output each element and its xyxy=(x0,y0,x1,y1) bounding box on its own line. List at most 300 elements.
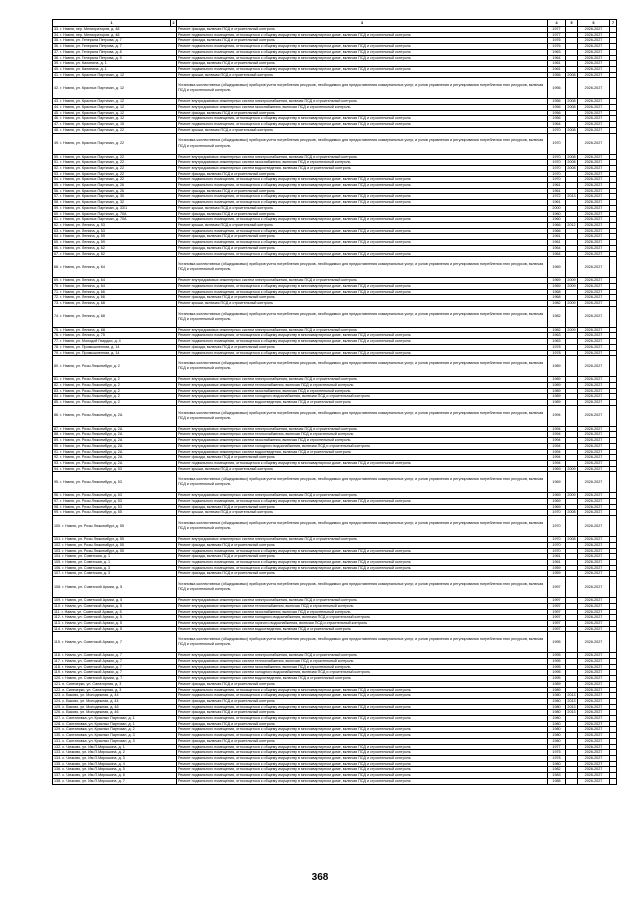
row-number: 121. xyxy=(54,681,62,686)
address-cell xyxy=(53,577,177,598)
planned-period-cell: 2026-2027 xyxy=(578,344,610,350)
year-built-cell: 1980 xyxy=(548,738,566,744)
planned-period-cell: 2026-2027 xyxy=(578,217,610,223)
address-text: п. Синезерки, ул. Санаторная, д. 3 xyxy=(62,687,122,692)
header-cell-4: 4 xyxy=(548,20,566,27)
address-text: г. Навля, ул. Советской Армии, д. 7 xyxy=(61,664,122,669)
year-built-cell: 1961 xyxy=(548,560,566,566)
planned-period-cell: 2026-2027 xyxy=(578,133,610,154)
planned-period-cell: 2026-2027 xyxy=(578,716,610,722)
row-number: 105. xyxy=(54,560,62,564)
work-cell: Ремонт крыши, включая ПСД и строительный контроль xyxy=(177,510,548,516)
address-text: г. Навля, ул. Красных Партизан, д. 32 xyxy=(60,200,125,205)
planned-period-cell: 2026-2027 xyxy=(578,27,610,33)
planned-period-cell: 2026-2027 xyxy=(578,72,610,78)
planned-period-cell: 2026-2027 xyxy=(578,251,610,257)
last-repair-year-cell: 2008 xyxy=(567,537,576,542)
work-cell: Установка коллективных (общедомовых) приборов учета потребления ресурсов, необходимых для предоставления коммунальных услуг, и узлов управления и регулирования потребления этих ресурсов, включая ПСД и строительный контроль xyxy=(177,356,548,377)
row-number: 72. xyxy=(54,295,60,300)
row-number: 112. xyxy=(54,615,61,620)
year-built-cell: 1969 xyxy=(548,493,566,499)
year-built-cell: 1997 xyxy=(548,598,566,604)
work-cell: Ремонт внутридомовых инженерных систем водоотведения, включая ПСД и строительный контроль xyxy=(177,626,548,632)
row-number: 96. xyxy=(54,493,60,498)
row-number: 84. xyxy=(54,394,60,399)
row-number: 34. xyxy=(54,32,60,37)
address-text: с. Салтановка, ул. Красных Партизан, д. 1 xyxy=(62,721,135,726)
work-cell: Ремонт внутридомовых инженерных систем холодного водоснабжения, включая ПСД и строительный контроль xyxy=(177,394,548,400)
row-number: 66. xyxy=(54,245,60,250)
year-built-cell: 1966 xyxy=(548,228,566,234)
empty-cell xyxy=(610,78,617,99)
address-text: г. Навля, ул. Советской Армии, д. 7 xyxy=(61,659,122,664)
work-cell: Ремонт подвального помещения, относящегося к общему имуществу в многоквартирном доме, включая ПСД и строительный контроль xyxy=(177,116,548,122)
address-text: г. Навля, ул. Ленина, д. 66 xyxy=(60,295,105,300)
row-number: 83. xyxy=(54,388,60,393)
work-cell: Ремонт внутридомовых инженерных систем электроснабжения, включая ПСД и строительный контроль xyxy=(177,493,548,499)
year-built-cell: 1997 xyxy=(548,615,566,621)
table-row xyxy=(53,356,617,377)
year-built-cell: 1970 xyxy=(548,154,566,160)
work-cell: Ремонт подвального помещения, относящегося к общему имуществу в многоквартирном доме, включая ПСД и строительный контроль xyxy=(177,339,548,345)
address-text: с. Чичково, ул. Им.П.Мирошина, д. 5 xyxy=(62,767,125,772)
row-number: 122. xyxy=(54,687,62,692)
last-repair-year-cell: 2009 xyxy=(567,466,576,471)
year-built-cell: 1964 xyxy=(548,251,566,257)
planned-period-cell: 2026-2027 xyxy=(578,733,610,739)
year-built-cell: 1989 xyxy=(548,388,566,394)
last-repair-year-cell xyxy=(566,78,578,99)
planned-period-cell: 2026-2027 xyxy=(578,350,610,356)
planned-period-cell: 2026-2027 xyxy=(578,721,610,727)
address-text: с. Бяково, ул. Молодежная, д. 44 xyxy=(62,693,119,698)
empty-cell xyxy=(610,257,617,278)
year-built-cell: 1969 xyxy=(548,257,566,278)
row-number: 49. xyxy=(54,141,60,146)
work-cell: Ремонт подвального помещения, относящегося к общему имуществу в многоквартирном доме, включая ПСД и строительный контроль xyxy=(177,773,548,779)
last-repair-year-cell xyxy=(566,257,578,278)
address-text: г. Навля, ул. Ленина, д. 53 xyxy=(60,222,105,227)
work-cell: Ремонт подвального помещения, относящегося к общему имуществу в многоквартирном доме, включая ПСД и строительный контроль xyxy=(177,283,548,289)
work-cell: Ремонт внутридомовых инженерных систем водоотведения, включая ПСД и строительный контроль xyxy=(177,676,548,682)
year-built-cell: 1970 xyxy=(548,171,566,177)
address-text: с. Салтановка, ул. Красных Партизан, д. 1 xyxy=(62,716,135,721)
planned-period-cell: 2026-2027 xyxy=(578,382,610,388)
work-cell: Ремонт фасада, включая ПСД и строительный контроль xyxy=(177,738,548,744)
row-number: 120. xyxy=(54,676,62,681)
year-built-cell: 1963 xyxy=(548,49,566,55)
planned-period-cell: 2026-2027 xyxy=(578,504,610,510)
table-row xyxy=(53,133,617,154)
year-built-cell: 1982 xyxy=(548,767,566,773)
address-text: с. Чичково, ул. Им.П.Мирошина, д. 1 xyxy=(62,744,125,749)
year-built-cell: 1959 xyxy=(548,565,566,571)
last-repair-year-cell: 2013 xyxy=(567,194,576,199)
planned-period-cell: 2026-2027 xyxy=(578,460,610,466)
work-cell: Ремонт подвального помещения, относящегося к общему имуществу в многоквартирном доме, включая ПСД и строительный контроль xyxy=(177,560,548,566)
address-text: г. Навля, ул. Красных Партизан, д. 22 xyxy=(60,171,125,176)
work-cell: Ремонт внутридомовых инженерных систем электроснабжения, включая ПСД и строительный контроль xyxy=(177,99,548,105)
address-text: г. Навля, пер. Мелиораторов, д. 48 xyxy=(60,32,120,37)
work-cell: Ремонт фасада, включая ПСД и строительный контроль xyxy=(177,721,548,727)
work-cell: Ремонт внутридомовых инженерных систем газоснабжения, включая ПСД и строительный контроль xyxy=(177,388,548,394)
row-number: 128. xyxy=(54,721,62,726)
address-text: г. Навля, ул. Розы Люксембург, д. 2 xyxy=(60,377,120,382)
planned-period-cell: 2026-2027 xyxy=(578,438,610,444)
year-built-cell: 1970 xyxy=(548,542,566,548)
row-number: 125. xyxy=(54,704,62,709)
year-built-cell: 1966 xyxy=(548,222,566,228)
row-number: 65. xyxy=(54,240,60,245)
row-number: 54. xyxy=(54,177,60,182)
row-number: 56. xyxy=(54,188,60,193)
planned-period-cell: 2026-2027 xyxy=(578,443,610,449)
address-text: с. Бяково, ул. Молодежная, д. 46 xyxy=(62,704,119,709)
row-number: 97. xyxy=(54,499,60,504)
planned-period-cell: 2026-2027 xyxy=(578,693,610,699)
row-number: 43. xyxy=(54,99,60,104)
work-cell: Ремонт подвального помещения, относящегося к общему имуществу в многоквартирном доме, включая ПСД и строительный контроль xyxy=(177,565,548,571)
planned-period-cell: 2026-2027 xyxy=(578,767,610,773)
year-built-cell: 1975 xyxy=(548,750,566,756)
row-number: 93. xyxy=(54,460,60,465)
year-built-cell: 1978 xyxy=(548,344,566,350)
address-text: с. Салтановка, ул. Красных Партизан, д. 3 xyxy=(62,738,135,743)
year-built-cell: 1980 xyxy=(548,698,566,704)
last-repair-year-cell: 2009 xyxy=(567,493,576,498)
planned-period-cell: 2026-2027 xyxy=(578,598,610,604)
year-built-cell: 1963 xyxy=(548,333,566,339)
work-cell: Ремонт подвального помещения, относящегося к общему имуществу в многоквартирном доме, включая ПСД и строительный контроль xyxy=(177,755,548,761)
year-built-cell: 1995 xyxy=(548,676,566,682)
row-number: 101. xyxy=(54,537,62,542)
year-built-cell: 1997 xyxy=(548,626,566,632)
address-text: г. Навля, ул. Красных Партизан, д. 12 xyxy=(60,99,125,104)
address-text: г. Навля, ул. Ленина, д. 68 xyxy=(60,314,105,319)
planned-period-cell: 2026-2027 xyxy=(578,377,610,383)
row-number: 70. xyxy=(54,283,60,288)
year-built-cell: 1980 xyxy=(548,761,566,767)
planned-period-cell: 2026-2027 xyxy=(578,577,610,598)
work-cell: Ремонт подвального помещения, относящегося к общему имуществу в многоквартирном доме, включая ПСД и строительный контроль xyxy=(177,251,548,257)
work-cell: Ремонт фасада, включая ПСД и строительный контроль xyxy=(177,681,548,687)
planned-period-cell: 2026-2027 xyxy=(578,66,610,72)
year-built-cell: 1980 xyxy=(548,704,566,710)
row-number: 68. xyxy=(54,264,60,269)
work-cell: Ремонт внутридомовых инженерных систем теплоснабжения, включая ПСД и строительный контроль xyxy=(177,603,548,609)
row-number: 81. xyxy=(54,377,60,382)
row-number: 131. xyxy=(54,738,62,743)
year-built-cell: 1969 xyxy=(548,283,566,289)
header-cell-5: 5 xyxy=(566,20,578,27)
planned-period-cell: 2026-2027 xyxy=(578,603,610,609)
work-cell: Ремонт внутридомовых инженерных систем электроснабжения, включая ПСД и строительный контроль xyxy=(177,426,548,432)
year-built-cell: 1995 xyxy=(548,664,566,670)
year-built-cell: 1983 xyxy=(548,773,566,779)
planned-period-cell: 2026-2027 xyxy=(578,778,610,784)
work-cell: Ремонт фасада, включая ПСД и строительный контроль xyxy=(177,110,548,116)
planned-period-cell: 2026-2027 xyxy=(578,449,610,455)
address-text: с. Чичково, ул. Им.П.Мирошина, д. 7 xyxy=(62,778,125,783)
last-repair-year-cell xyxy=(566,306,578,327)
address-text: г. Навля, ул. Красных Партизан, д. 22 xyxy=(60,177,125,182)
work-cell: Ремонт подвального помещения, относящегося к общему имуществу в многоквартирном доме, включая ПСД и строительный контроль xyxy=(177,200,548,206)
address-text: г. Навля, ул. Советской Армии, д. 5 xyxy=(61,615,122,620)
year-built-cell: 2000 xyxy=(548,205,566,211)
row-number: 44. xyxy=(54,105,60,110)
address-text: г. Навля, ул. Розы Люксембург, д. 2А xyxy=(60,413,123,418)
work-cell: Ремонт внутридомовых инженерных систем газоснабжения, включая ПСД и строительный контроль xyxy=(177,105,548,111)
address-text: г. Навля, ул. Калинина, д. 1 xyxy=(60,61,107,66)
work-cell: Ремонт фасада, включая ПСД и строительный контроль xyxy=(177,234,548,240)
planned-period-cell: 2026-2027 xyxy=(578,609,610,615)
address-text: г. Навля, ул. Красных Партизан, д. 22 xyxy=(60,154,125,159)
empty-cell xyxy=(610,577,617,598)
work-cell: Установка коллективных (общедомовых) приборов учета потребления ресурсов, необходимых для предоставления коммунальных услуг, и узлов управления и регулирования потребления этих ресурсов, включая ПСД и строительный контроль xyxy=(177,516,548,537)
last-repair-year-cell: 2008 xyxy=(567,99,576,104)
year-built-cell: 1961 xyxy=(548,234,566,240)
work-cell: Ремонт внутридомовых инженерных систем теплоснабжения, включая ПСД и строительный контроль xyxy=(177,659,548,665)
work-cell: Ремонт подвального помещения, относящегося к общему имуществу в многоквартирном доме, включая ПСД и строительный контроль xyxy=(177,733,548,739)
work-cell: Установка коллективных (общедомовых) приборов учета потребления ресурсов, необходимых для предоставления коммунальных услуг, и узлов управления и регулирования потребления этих ресурсов, включая ПСД и строительный контроль xyxy=(177,78,548,99)
row-number: 118. xyxy=(54,664,61,669)
planned-period-cell: 2026-2027 xyxy=(578,472,610,493)
row-number: 98. xyxy=(54,504,60,509)
work-cell: Ремонт внутридомовых инженерных систем электроснабжения, включая ПСД и строительный контроль xyxy=(177,377,548,383)
work-cell: Ремонт внутридомовых инженерных систем электроснабжения, включая ПСД и строительный контроль xyxy=(177,598,548,604)
work-cell: Ремонт внутридомовых инженерных систем электроснабжения, включая ПСД и строительный контроль xyxy=(177,154,548,160)
last-repair-year-cell: 2008 xyxy=(567,160,576,165)
row-number: 67. xyxy=(54,251,60,256)
row-number: 47. xyxy=(54,122,60,127)
year-built-cell: 1982 xyxy=(548,306,566,327)
planned-period-cell: 2026-2027 xyxy=(578,710,610,716)
address-text: г. Навля, ул. Красных Партизан, д. 26 xyxy=(60,183,125,188)
planned-period-cell: 2026-2027 xyxy=(578,405,610,426)
table-header-row xyxy=(53,20,617,27)
work-cell: Ремонт подвального помещения, относящегося к общему имуществу в многоквартирном доме, включая ПСД и строительный контроль xyxy=(177,32,548,38)
year-built-cell: 1997 xyxy=(548,603,566,609)
last-repair-year-cell: 2009 xyxy=(567,327,576,332)
address-text: г. Навля, ул. Советская, д. 3 xyxy=(62,565,111,570)
work-cell: Ремонт фасада, включая ПСД и строительный контроль xyxy=(177,171,548,177)
address-text: г. Навля, ул. Промышленная, д. 14 xyxy=(60,344,120,349)
year-built-cell: 1980 xyxy=(548,733,566,739)
row-number: 80. xyxy=(54,363,60,368)
planned-period-cell: 2026-2027 xyxy=(578,240,610,246)
year-built-cell: 1961 xyxy=(548,188,566,194)
address-text: г. Навля, ул. Советской Армии, д. 5 xyxy=(61,626,122,631)
last-repair-year-cell: 2009 xyxy=(567,301,576,306)
planned-period-cell: 2026-2027 xyxy=(578,228,610,234)
address-text: г. Навля, ул. Ленина, д. 64 xyxy=(60,283,105,288)
planned-period-cell: 2026-2027 xyxy=(578,339,610,345)
row-number: 124. xyxy=(54,698,62,703)
work-cell: Ремонт подвального помещения, относящегося к общему имуществу в многоквартирном доме, включая ПСД и строительный контроль xyxy=(177,333,548,339)
row-number: 134. xyxy=(54,755,62,760)
work-cell: Ремонт внутридомовых инженерных систем газоснабжения, включая ПСД и строительный контроль xyxy=(177,438,548,444)
header-cell-2: 2 xyxy=(172,20,175,25)
year-built-cell: 1994 xyxy=(548,432,566,438)
address-text: г. Навля, ул. Розы Люксембург, д. 2А xyxy=(60,432,123,437)
year-built-cell: 1960 xyxy=(548,217,566,223)
year-built-cell: 1995 xyxy=(548,653,566,659)
work-cell: Ремонт подвального помещения, относящегося к общему имуществу в многоквартирном доме, включая ПСД и строительный контроль xyxy=(177,240,548,246)
planned-period-cell: 2026-2027 xyxy=(578,727,610,733)
address-text: г. Навля, ул. Розы Люксембург, д. 53 xyxy=(60,480,122,485)
work-cell: Ремонт фасада, включая ПСД и строительный контроль xyxy=(177,554,548,560)
planned-period-cell: 2026-2027 xyxy=(578,620,610,626)
address-text: г. Навля, ул. Советской Армии, д. 5 xyxy=(62,584,123,589)
row-number: 62. xyxy=(54,222,60,227)
address-text: г. Навля, ул. Розы Люксембург, д. 55 xyxy=(62,548,124,553)
work-cell: Установка коллективных (общедомовых) приборов учета потребления ресурсов, необходимых для предоставления коммунальных услуг, и узлов управления и регулирования потребления этих ресурсов, включая ПСД и строительный контроль xyxy=(177,405,548,426)
row-number: 104. xyxy=(54,554,62,559)
planned-period-cell: 2026-2027 xyxy=(578,653,610,659)
planned-period-cell: 2026-2027 xyxy=(578,681,610,687)
work-cell: Ремонт фасада, включая ПСД и строительный контроль xyxy=(177,504,548,510)
year-built-cell: 1980 xyxy=(548,716,566,722)
year-built-cell: 1997 xyxy=(548,609,566,615)
address-cell xyxy=(53,516,177,537)
work-cell: Ремонт подвального помещения, относящегося к общему имуществу в многоквартирном доме, включая ПСД и строительный контроль xyxy=(177,177,548,183)
work-cell: Ремонт внутридомовых инженерных систем электроснабжения, включая ПСД и строительный контроль xyxy=(177,653,548,659)
last-repair-year-cell: 2013 xyxy=(567,704,576,709)
address-cell xyxy=(53,257,177,278)
year-built-cell: 1964 xyxy=(548,55,566,61)
address-text: г. Навля, ул. Розы Люксембург, д. 2 xyxy=(60,394,120,399)
year-built-cell: 1988 xyxy=(548,778,566,784)
row-number: 85. xyxy=(54,400,60,405)
header-cell-1: 1 xyxy=(53,20,171,27)
work-cell: Ремонт подвального помещения, относящегося к общему имуществу в многоквартирном доме, включая ПСД и строительный контроль xyxy=(177,350,548,356)
planned-period-cell: 2026-2027 xyxy=(578,773,610,779)
last-repair-year-cell: 2009 xyxy=(567,283,576,288)
last-repair-year-cell: 2008 xyxy=(567,127,576,132)
year-built-cell: 1977 xyxy=(548,32,566,38)
address-cell xyxy=(53,356,177,377)
year-built-cell: 1970 xyxy=(548,127,566,133)
work-cell: Ремонт внутридомовых инженерных систем горячего водоснабжения, включая ПСД и строительный контроль xyxy=(177,620,548,626)
planned-period-cell: 2026-2027 xyxy=(578,333,610,339)
work-cell: Ремонт внутридомовых инженерных систем электроснабжения, включая ПСД и строительный контроль xyxy=(177,537,548,543)
address-text: г. Навля, ул. Ленина, д. 53 xyxy=(60,228,105,233)
address-text: г. Навля, ул. Промышленная, д. 14 xyxy=(60,350,120,355)
year-built-cell: 1961 xyxy=(548,183,566,189)
empty-cell xyxy=(610,356,617,377)
last-repair-year-cell: 2009 xyxy=(567,278,576,283)
row-number: 129. xyxy=(54,727,62,732)
row-number: 40. xyxy=(54,66,60,71)
work-cell: Ремонт внутридомовых инженерных систем водоотведения, включая ПСД и строительный контроль xyxy=(177,165,548,171)
last-repair-year-cell xyxy=(566,356,578,377)
address-text: с. Бяково, ул. Молодежная, д. 44 xyxy=(62,698,119,703)
address-cell xyxy=(53,472,177,493)
year-built-cell: 1970 xyxy=(548,133,566,154)
last-repair-year-cell: 2008 xyxy=(567,72,576,77)
work-cell: Ремонт подвального помещения, относящегося к общему имуществу в многоквартирном доме, включая ПСД и строительный контроль xyxy=(177,727,548,733)
row-number: 130. xyxy=(54,733,62,738)
year-built-cell: 1968 xyxy=(548,289,566,295)
year-built-cell: 1994 xyxy=(548,443,566,449)
work-cell: Установка коллективных (общедомовых) приборов учета потребления ресурсов, необходимых для предоставления коммунальных услуг, и узлов управления и регулирования потребления этих ресурсов, включая ПСД и строительный контроль xyxy=(177,306,548,327)
row-number: 58. xyxy=(54,200,60,205)
work-cell: Ремонт фасада, включая ПСД и строительный контроль xyxy=(177,571,548,577)
row-number: 38. xyxy=(54,55,60,60)
address-text: г. Навля, ул. Красных Партизан, д. 12 xyxy=(60,116,125,121)
work-cell: Ремонт фасада, включая ПСД и строительный контроль xyxy=(177,211,548,217)
last-repair-year-cell: 2013 xyxy=(567,693,576,698)
work-cell: Ремонт подвального помещения, относящегося к общему имуществу в многоквартирном доме, включая ПСД и строительный контроль xyxy=(177,499,548,505)
planned-period-cell: 2026-2027 xyxy=(578,750,610,756)
planned-period-cell: 2026-2027 xyxy=(578,116,610,122)
year-built-cell: 1970 xyxy=(548,160,566,166)
year-built-cell: 1994 xyxy=(548,405,566,426)
row-number: 50. xyxy=(54,154,60,159)
planned-period-cell: 2026-2027 xyxy=(578,283,610,289)
year-built-cell: 1989 xyxy=(548,382,566,388)
row-number: 94. xyxy=(54,466,60,471)
row-number: 107. xyxy=(54,571,62,576)
year-built-cell: 1961 xyxy=(548,61,566,67)
planned-period-cell: 2026-2027 xyxy=(578,537,610,543)
year-built-cell: 1964 xyxy=(548,122,566,128)
row-number: 39. xyxy=(54,61,60,66)
year-built-cell: 1989 xyxy=(548,377,566,383)
planned-period-cell: 2026-2027 xyxy=(578,49,610,55)
planned-period-cell: 2026-2027 xyxy=(578,154,610,160)
work-cell: Ремонт фасада, включая ПСД и строительный контроль xyxy=(177,245,548,251)
last-repair-year-cell xyxy=(566,405,578,426)
row-number: 48. xyxy=(54,127,60,132)
last-repair-year-cell: 2008 xyxy=(567,105,576,110)
work-cell: Ремонт подвального помещения, относящегося к общему имуществу в многоквартирном доме, включая ПСД и строительный контроль xyxy=(177,44,548,50)
year-built-cell: 1970 xyxy=(548,165,566,171)
row-number: 116. xyxy=(54,653,61,658)
work-cell: Ремонт внутридомовых инженерных систем холодного водоснабжения, включая ПСД и строительный контроль xyxy=(177,670,548,676)
table-row xyxy=(53,778,617,784)
row-number: 90. xyxy=(54,443,60,448)
address-text: г. Навля, ул. Красных Партизан, д. 22 xyxy=(60,141,125,146)
address-text: г. Навля, ул. Советской Армии, д. 7 xyxy=(61,653,122,658)
year-built-cell: 1970 xyxy=(548,177,566,183)
work-cell: Ремонт крыши, включая ПСД и строительный контроль xyxy=(177,466,548,472)
header-cell-3: 3 xyxy=(177,20,548,27)
row-number: 113. xyxy=(54,620,61,625)
planned-period-cell: 2026-2027 xyxy=(578,466,610,472)
address-text: г. Навля, ул. Розы Люксембург, д. 55 xyxy=(62,523,124,528)
work-cell: Ремонт фасада, включая ПСД и строительный контроль xyxy=(177,38,548,44)
row-number: 71. xyxy=(54,289,60,294)
address-text: с. Салтановка, ул. Красных Партизан, д. 2 xyxy=(62,727,135,732)
row-number: 119. xyxy=(54,670,61,675)
planned-period-cell: 2026-2027 xyxy=(578,388,610,394)
planned-period-cell: 2026-2027 xyxy=(578,510,610,516)
planned-period-cell: 2026-2027 xyxy=(578,78,610,99)
address-text: г. Навля, ул. Красных Партизан, д. 12 xyxy=(60,110,125,115)
year-built-cell: 1956 xyxy=(548,105,566,111)
table-row xyxy=(53,257,617,278)
work-cell: Ремонт крыши, включая ПСД и строительный контроль xyxy=(177,72,548,78)
row-number: 127. xyxy=(54,716,62,721)
year-built-cell: 1989 xyxy=(548,394,566,400)
planned-period-cell: 2026-2027 xyxy=(578,542,610,548)
last-repair-year-cell xyxy=(566,133,578,154)
address-text: г. Навля, ул. Красных Партизан, д. 22 xyxy=(60,165,125,170)
last-repair-year-cell: 2008 xyxy=(567,154,576,159)
year-built-cell: 1969 xyxy=(548,466,566,472)
work-cell: Ремонт подвального помещения, относящегося к общему имуществу в многоквартирном доме, включая ПСД и строительный контроль xyxy=(177,49,548,55)
